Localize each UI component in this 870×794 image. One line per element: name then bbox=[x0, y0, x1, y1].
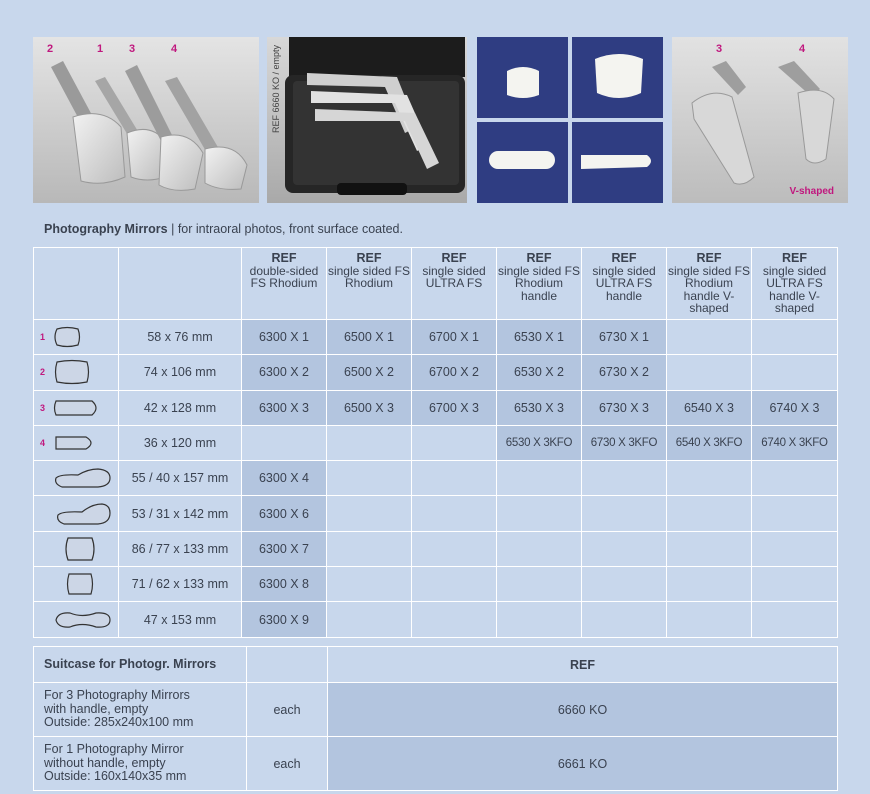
mirror-shape-icon bbox=[52, 326, 82, 348]
table-row bbox=[34, 425, 838, 460]
ref-cell bbox=[752, 496, 838, 531]
ref-cell bbox=[497, 496, 582, 531]
ref-cell: 6540 X 3KFO bbox=[667, 425, 752, 460]
ref-cell: 6530 X 3 bbox=[497, 390, 582, 425]
table-row bbox=[34, 531, 838, 566]
ref-cell bbox=[412, 425, 497, 460]
photo-suitcase bbox=[267, 37, 467, 203]
ref-cell: 6730 X 2 bbox=[582, 355, 667, 390]
ref-cell bbox=[497, 602, 582, 637]
suitcase-ref-label: REF 6660 KO / empty bbox=[271, 45, 281, 134]
ref-cell: 6530 X 2 bbox=[497, 355, 582, 390]
ref-cell bbox=[582, 531, 667, 566]
ref-cell: 6730 X 1 bbox=[582, 320, 667, 355]
shape-cell: 4 bbox=[34, 425, 119, 460]
size-cell: 47 x 153 mm bbox=[119, 602, 242, 637]
section-subtitle: for intraoral photos, front surface coated. bbox=[177, 222, 403, 236]
suitcase-ref: 6660 KO bbox=[328, 683, 838, 737]
table-row bbox=[34, 461, 838, 496]
ref-cell bbox=[752, 461, 838, 496]
ref-cell: 6300 X 4 bbox=[242, 461, 327, 496]
size-cell: 42 x 128 mm bbox=[119, 390, 242, 425]
photo-mirrors-with-handles bbox=[33, 37, 259, 203]
mirror-shape-icon bbox=[52, 433, 98, 453]
shape-cell bbox=[34, 531, 119, 566]
shape-cell bbox=[34, 567, 119, 602]
table-row bbox=[34, 320, 838, 355]
header-col: REF single sided ULTRA FS bbox=[412, 248, 497, 320]
size-cell: 36 x 120 mm bbox=[119, 425, 242, 460]
product-photos bbox=[33, 37, 848, 203]
shape-cell bbox=[34, 461, 119, 496]
mirror-shape-icon bbox=[52, 501, 116, 527]
ref-cell: 6740 X 3KFO bbox=[752, 425, 838, 460]
size-cell: 74 x 106 mm bbox=[119, 355, 242, 390]
photo-number: 2 bbox=[47, 43, 54, 55]
caption-separator: | bbox=[167, 222, 178, 236]
ref-cell bbox=[327, 531, 412, 566]
ref-cell: 6700 X 2 bbox=[412, 355, 497, 390]
section-caption bbox=[44, 222, 403, 236]
table-row bbox=[34, 567, 838, 602]
ref-cell: 6740 X 3 bbox=[752, 390, 838, 425]
suitcase-ref-header: REF bbox=[328, 647, 838, 683]
mirrors-table bbox=[33, 247, 838, 638]
header-col: REF single sided ULTRA FS handle V-shaped bbox=[752, 248, 838, 320]
ref-cell bbox=[497, 531, 582, 566]
mirror-shape-icon bbox=[52, 535, 108, 563]
ref-cell bbox=[752, 320, 838, 355]
ref-cell: 6700 X 3 bbox=[412, 390, 497, 425]
vshaped-tag: V-shaped bbox=[789, 186, 834, 197]
ref-cell bbox=[667, 461, 752, 496]
ref-cell: 6300 X 2 bbox=[242, 355, 327, 390]
ref-cell bbox=[327, 461, 412, 496]
ref-cell bbox=[327, 567, 412, 602]
shape-cell bbox=[34, 602, 119, 637]
section-title: Photography Mirrors bbox=[44, 222, 168, 236]
size-cell: 58 x 76 mm bbox=[119, 320, 242, 355]
ref-cell: 6300 X 7 bbox=[242, 531, 327, 566]
ref-cell bbox=[667, 496, 752, 531]
suitcase-description: For 3 Photography Mirrors with handle, empty Outside: 285x240x100 mm bbox=[34, 683, 247, 737]
shape-cell: 3 bbox=[34, 390, 119, 425]
suitcase-header-row bbox=[34, 647, 838, 683]
ref-cell: 6700 X 1 bbox=[412, 320, 497, 355]
table-row bbox=[34, 355, 838, 390]
shape-cell: 2 bbox=[34, 355, 119, 390]
ref-cell bbox=[667, 567, 752, 602]
size-cell: 55 / 40 x 157 mm bbox=[119, 461, 242, 496]
ref-cell bbox=[497, 567, 582, 602]
suitcase-ref: 6661 KO bbox=[328, 737, 838, 791]
suitcase-title: Suitcase for Photogr. Mirrors bbox=[34, 647, 247, 683]
ref-cell bbox=[667, 531, 752, 566]
ref-cell: 6730 X 3KFO bbox=[582, 425, 667, 460]
ref-cell bbox=[667, 602, 752, 637]
size-cell: 53 / 31 x 142 mm bbox=[119, 496, 242, 531]
ref-cell: 6540 X 3 bbox=[667, 390, 752, 425]
table-row bbox=[34, 390, 838, 425]
suitcase-description: For 1 Photography Mirror without handle, empty Outside: 160x140x35 mm bbox=[34, 737, 247, 791]
photo-vshaped-mirrors bbox=[672, 37, 848, 203]
ref-cell bbox=[667, 355, 752, 390]
ref-cell: 6300 X 9 bbox=[242, 602, 327, 637]
ref-cell bbox=[327, 496, 412, 531]
photo-number: 1 bbox=[97, 43, 104, 55]
ref-cell bbox=[752, 567, 838, 602]
ref-cell: 6530 X 1 bbox=[497, 320, 582, 355]
ref-cell bbox=[582, 567, 667, 602]
mirror-shape-icon bbox=[52, 570, 108, 598]
ref-cell bbox=[752, 602, 838, 637]
ref-cell bbox=[327, 425, 412, 460]
header-shape bbox=[34, 248, 119, 320]
suitcase-unit-header bbox=[247, 647, 328, 683]
ref-cell bbox=[752, 531, 838, 566]
ref-cell: 6730 X 3 bbox=[582, 390, 667, 425]
shape-cell: 1 bbox=[34, 320, 119, 355]
mirror-shape-icon bbox=[52, 359, 92, 385]
ref-cell: 6300 X 1 bbox=[242, 320, 327, 355]
size-cell: 86 / 77 x 133 mm bbox=[119, 531, 242, 566]
header-row bbox=[34, 248, 838, 320]
table-row bbox=[34, 496, 838, 531]
header-col: REF double-sided FS Rhodium bbox=[242, 248, 327, 320]
header-col: REF single sided FS Rhodium handle V-shaped bbox=[667, 248, 752, 320]
ref-cell bbox=[582, 602, 667, 637]
ref-cell: 6530 X 3KFO bbox=[497, 425, 582, 460]
size-cell: 71 / 62 x 133 mm bbox=[119, 567, 242, 602]
suitcase-table bbox=[33, 646, 838, 791]
photo-number: 4 bbox=[171, 43, 178, 55]
mirror-shape-icon bbox=[52, 608, 116, 632]
header-size bbox=[119, 248, 242, 320]
shape-cell bbox=[34, 496, 119, 531]
ref-cell bbox=[242, 425, 327, 460]
ref-cell bbox=[412, 567, 497, 602]
ref-cell bbox=[582, 461, 667, 496]
ref-cell bbox=[412, 531, 497, 566]
ref-cell bbox=[412, 496, 497, 531]
photo-number: 4 bbox=[799, 43, 806, 55]
ref-cell: 6300 X 6 bbox=[242, 496, 327, 531]
ref-cell bbox=[582, 496, 667, 531]
suitcase-unit: each bbox=[247, 683, 328, 737]
ref-cell: 6500 X 3 bbox=[327, 390, 412, 425]
header-col: REF single sided FS Rhodium bbox=[327, 248, 412, 320]
ref-cell: 6500 X 1 bbox=[327, 320, 412, 355]
ref-cell: 6500 X 2 bbox=[327, 355, 412, 390]
mirror-shape-icon bbox=[52, 466, 116, 490]
header-col: REF single sided FS Rhodium handle bbox=[497, 248, 582, 320]
photo-number: 3 bbox=[129, 43, 136, 55]
ref-cell bbox=[752, 355, 838, 390]
photo-number: 3 bbox=[716, 43, 723, 55]
header-col: REF single sided ULTRA FS handle bbox=[582, 248, 667, 320]
ref-cell bbox=[412, 602, 497, 637]
suitcase-unit: each bbox=[247, 737, 328, 791]
ref-cell bbox=[412, 461, 497, 496]
ref-cell: 6300 X 8 bbox=[242, 567, 327, 602]
mirror-shape-icon bbox=[52, 398, 102, 418]
ref-cell bbox=[497, 461, 582, 496]
ref-cell bbox=[327, 602, 412, 637]
table-row bbox=[34, 602, 838, 637]
suitcase-row bbox=[34, 683, 838, 737]
ref-cell bbox=[667, 320, 752, 355]
ref-cell: 6300 X 3 bbox=[242, 390, 327, 425]
photo-mirror-tips bbox=[477, 37, 663, 203]
suitcase-row bbox=[34, 737, 838, 791]
